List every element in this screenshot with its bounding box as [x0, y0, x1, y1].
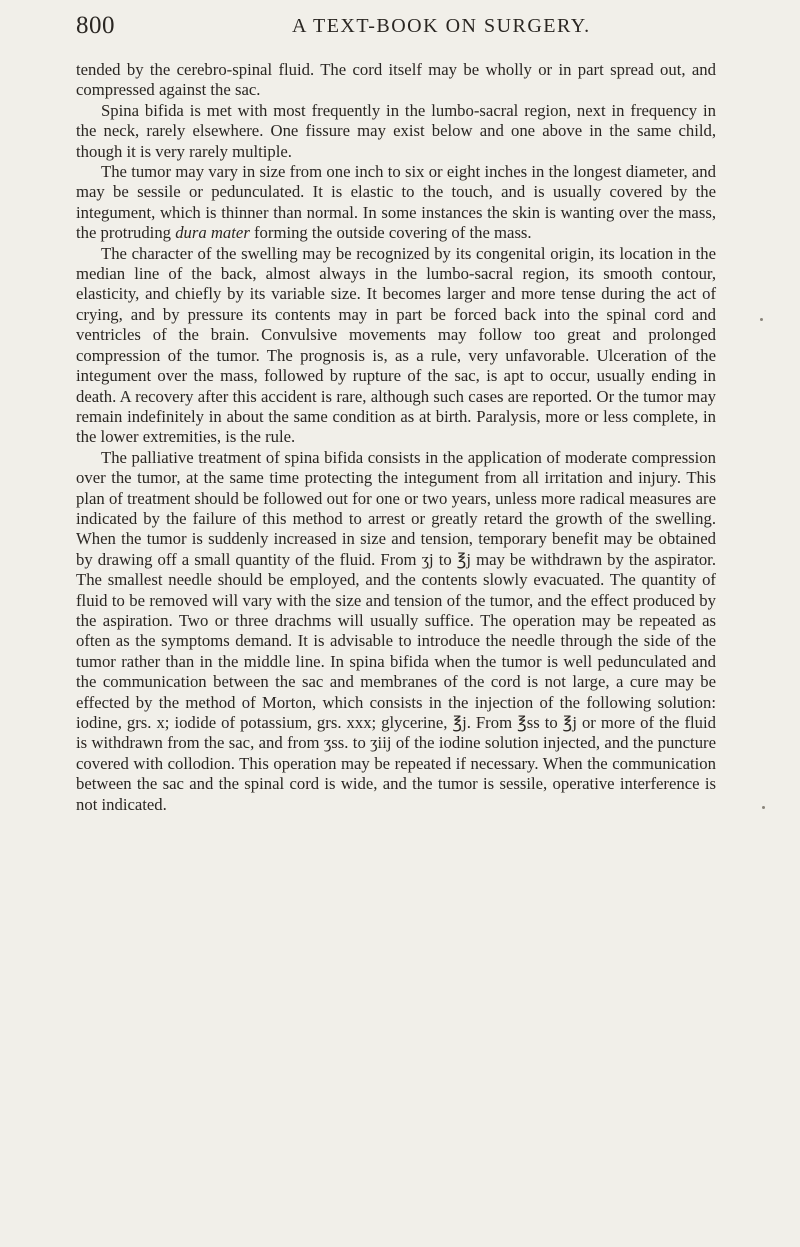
margin-speck [762, 806, 765, 809]
margin-speck [760, 318, 763, 321]
text-run: The character of the swelling may be recognized by its congenital origin, its location in the median line of the back, almost always in the lumbo-sacral region, its smooth contour, elasticity, and chiefly by its variable size. It becomes larger and more tense during the act of crying, and by pressure its contents may in part be forced back into the spinal cord and ventricles of the brain. Convulsive movements may follow too great and prolonged compression of the tumor. The prognosis is, as a rule, very unfavorable. Ulceration of the integument over the mass, followed by rupture of the sac, is apt to occur, usually ending in death. A recovery after this accident is rare, although such cases are reported. Or the tumor may remain indefinitely in about the same condition as at birth. Paralysis, more or less complete, in the lower extremities, is the rule. [76, 243, 716, 447]
body-paragraph [76, 60, 716, 101]
body-paragraph [76, 162, 716, 244]
italic-term: dura mater [175, 223, 250, 243]
text-run: The palliative treatment of spina bifida consists in the application of moderate compression over the tumor, at the same time protecting the integument from all irritation and injury. This plan of treatment should be followed out for one or two years, unless more radical measures are indicated by the failure of this method to arrest or greatly retard the growth of the swelling. When the tumor is suddenly increased in size and tension, temporary benefit may be obtained by drawing off a small quantity of the fluid. From ʒj to ℥j may be withdrawn by the aspirator. The smallest needle should be employed, and the contents slowly evacuated. The quantity of fluid to be removed will vary with the size and tension of the tumor, and the effect produced by the aspiration. Two or three drachms will usually suffice. The operation may be repeated as often as the symptoms demand. It is advisable to introduce the needle through the side of the tumor rather than in the middle line. In spina bifida when the tumor is well pedunculated and the communication between the sac and membranes of the cord is not large, a cure may be effected by the method of Morton, which consists in the injection of the following solution: iodine, grs. x; iodide of potassium, grs. xxx; glycerine, ℥j. From ℥ss to ℥j or more of the fluid is withdrawn from the sac, and from ʒss. to ʒiij of the iodine solution injected, and the puncture covered with collodion. This operation may be repeated if necessary. When the communication between the sac and the spinal cord is wide, and the tumor is sessile, operative interference is not indicated. [76, 447, 716, 814]
page-number: 800 [76, 12, 115, 39]
running-title: A TEXT-BOOK ON SURGERY. [292, 15, 591, 37]
running-head [76, 12, 716, 46]
text-run: forming the outside covering of the mass. [249, 223, 532, 243]
text-run: Spina bifida is met with most frequently in the lumbo-sacral region, next in frequency in the neck, rarely elsewhere. One fissure may exist below and one above in the same child, though it is very rarely multiple. [76, 100, 716, 161]
body-paragraph [76, 101, 716, 162]
body-paragraph [76, 244, 716, 448]
text-run: tended by the cerebro-spinal fluid. The cord itself may be wholly or in part spread out, and compressed against the sac. [76, 60, 716, 100]
body-paragraph [76, 448, 716, 815]
body-text [76, 60, 716, 815]
text-run: The tumor may vary in size from one inch to six or eight inches in the longest diameter, and may be sessile or pedunculated. It is elastic to the touch, and is usually covered by the integument, which is thinner than normal. In some instances the skin is wanting over the mass, the protruding [76, 162, 716, 243]
